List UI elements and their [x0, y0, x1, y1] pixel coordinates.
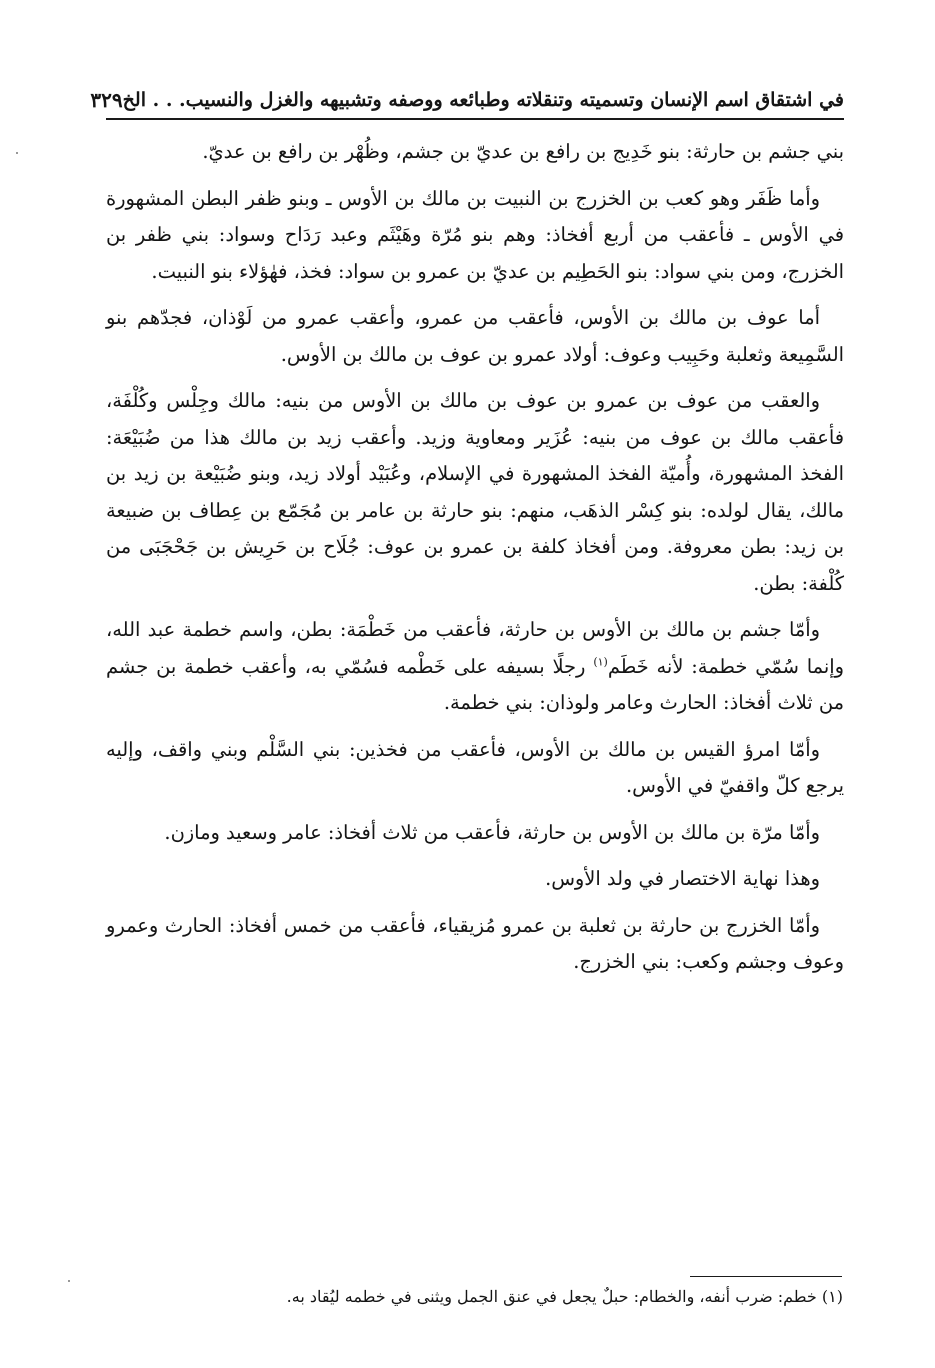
footnote-divider: [690, 1276, 842, 1277]
paragraph: وأما ظَفَر وهو كعب بن الخزرج بن النبيت بن مالك بن الأوس ـ وبنو ظفر البطن المشهورة في الأوس ـ فأعقب من أربع أفخاذ: وهم بنو مُرّة وهَيْثَم وعبد رَدَاح وسواد: بني ظفر بن الخزرج، ومن بني سواد: بنو الحَطِيم بن عديّ بن عمرو بن سواد: فخذ، فهٰؤلاء بنو النبيت.: [106, 186, 844, 283]
main-text: [106, 134, 844, 981]
paragraph: وأمّا مرّة بن مالك بن الأوس بن حارثة، فأعقب من ثلاث أفخاذ: عامر وسعيد ومازن.: [164, 820, 820, 844]
paragraph: أما عوف بن مالك بن الأوس، فأعقب من عمرو، وأعقب عمرو من لَوْذان، فجدّهم بنو السَّمِيعة وثعلبة وحَبِيب وعوف: أولاد عمرو بن عوف بن مالك بن الأوس.: [106, 306, 844, 366]
paragraph: والعقب من عوف بن عمرو بن عوف بن مالك بن الأوس من بنيه: مالك وجِلْس وكُلْفَة، فأعقب مالك بن عوف من بنيه: عُزَير ومعاوية وزيد. وأعقب زيد بن مالك هذا من ضُبَيْعَة: الفخذ المشهورة، وأُميّة الفخذ المشهورة في الإسلام، وعُبَيْد أولاد زيد، وبنو ضُبَيْعة بن زيد بن مالك، يقال لولده: بنو كِسْر الذهَب، منهم: بنو حارثة بن عامر بن مُجَمّع بن عِطاف بن ضبيعة بن زيد: بطن معروفة. ومن أفخاذ كلفة بن عمرو بن عوف: جُلَاح بن حَرِيش بن جَحْجَبَى من كُلْفة: بطن.: [106, 389, 844, 595]
footnote-number: (١): [821, 1287, 843, 1306]
scan-speck: [68, 1280, 70, 1282]
paragraph-with-footnote: [106, 612, 844, 722]
running-title: في اشتقاق اسم الإنسان وتسميته وتنقلاته وطبائعه ووصفه وتشبيهه والغزل والنسيب. . . الخ: [122, 89, 844, 112]
paragraph: بني جشم بن حارثة: بنو خَدِيج بن رافع بن عديّ بن جشم، وظُهْر بن رافع بن عديّ.: [202, 140, 844, 163]
footnote-marker[interactable]: (١): [593, 655, 608, 669]
running-header: [90, 78, 844, 120]
paragraph-part: وأمّا جشم بن مالك بن الأوس بن حارثة، فأعقب من خَطْمَة: بطن، واسم خطمة عبد الله، وإنما سُمّي خطمة: لأنه خَطَم: [106, 618, 844, 678]
footnote-text: خطم: ضرب أنفه، والخطام: حبلٌ يجعل في عنق الجمل ويثنى في خطمه ليُقاد به.: [286, 1287, 817, 1306]
scan-speck: [16, 152, 18, 154]
paragraph: وأمّا امرؤ القيس بن مالك بن الأوس، فأعقب من فخذين: بني السَّلْم وبني واقف، وإليه يرجع كلّ واقفيّ في الأوس.: [106, 737, 844, 797]
paragraph: وأمّا الخزرج بن حارثة بن ثعلبة بن عمرو مُزيقياء، فأعقب من خمس أفخاذ: الحارث وعمرو وعوف وجشم وكعب: بني الخزرج.: [106, 913, 844, 973]
footnote: [105, 1284, 843, 1310]
paragraph-part: رجلًا بسيفه على خَطْمه فسُمّي به، وأعقب خطمة بن جشم من ثلاث أفخاذ: الحارث وعامر ولوذان: بني خطمة.: [106, 654, 844, 714]
page-number: ٣٢٩: [90, 88, 123, 112]
paragraph: وهذا نهاية الاختصار في ولد الأوس.: [545, 867, 820, 890]
book-page: [90, 78, 844, 991]
